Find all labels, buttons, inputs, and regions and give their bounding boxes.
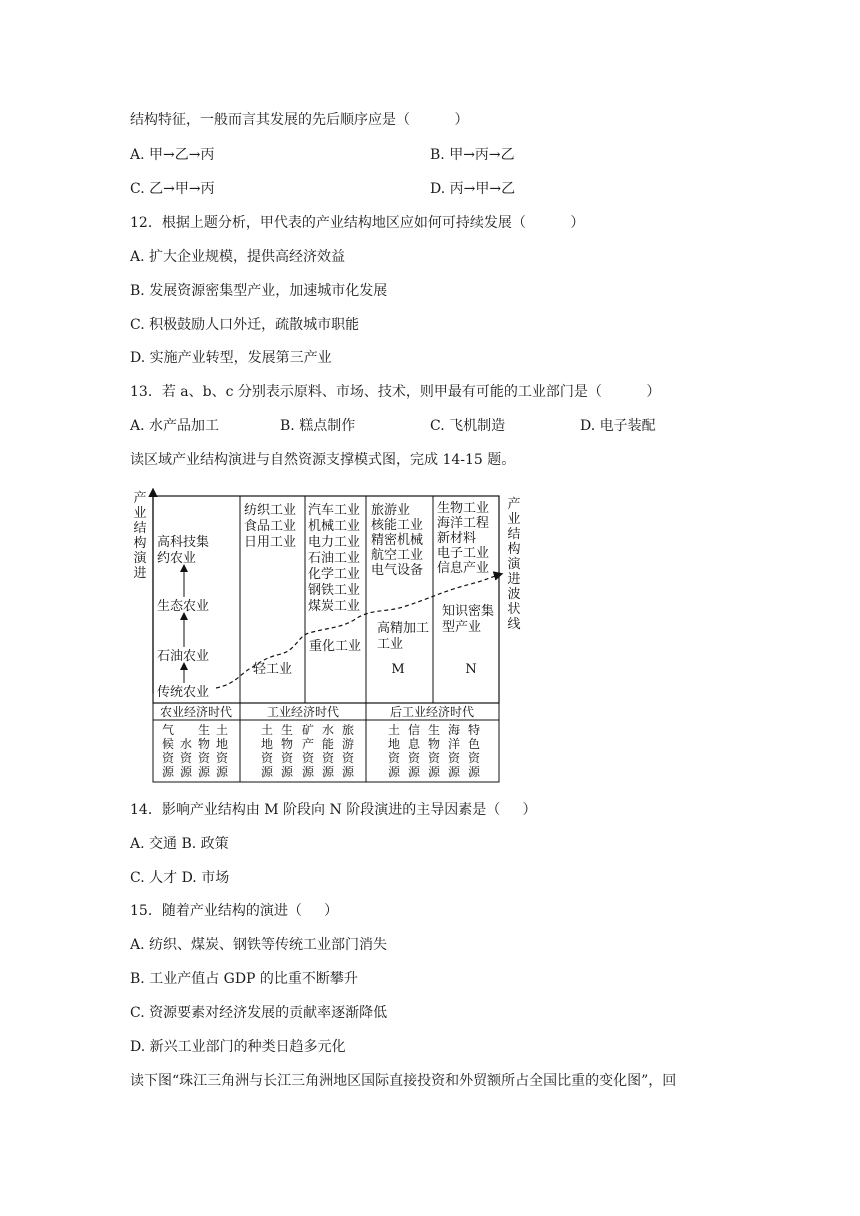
heavy-industry-item-2: 电力工业 — [308, 535, 361, 550]
q11-option-a: A. 甲→乙→丙 — [130, 147, 215, 163]
agri-stage-high-tech-2: 约农业 — [157, 551, 197, 566]
y-axis-label-char: 产业结构演进 — [133, 491, 147, 581]
m-stage-letter: M — [391, 662, 405, 677]
n-stage-letter: N — [465, 662, 477, 677]
agri-stage-high-tech-1: 高科技集 — [157, 535, 210, 550]
resource-2: 生物资源 — [197, 723, 211, 779]
q12-option-a: A. 扩大企业规模，提供高经济效益 — [130, 249, 346, 265]
resource-6: 矿产资源 — [301, 723, 315, 779]
heavy-industry-label: 重化工业 — [309, 639, 362, 654]
light-industry-item-1: 食品工业 — [244, 519, 297, 534]
resource-7: 水能资源 — [321, 723, 335, 779]
heavy-industry-item-6: 煤炭工业 — [308, 599, 361, 614]
q15-option-d: D. 新兴工业部门的种类日趋多元化 — [130, 1039, 346, 1055]
resource-3: 土地资源 — [215, 723, 229, 779]
q12-option-b: B. 发展资源密集型产业，加速城市化发展 — [130, 283, 388, 299]
q13-option-c: C. 飞机制造 — [430, 418, 506, 434]
agri-stage-traditional: 传统农业 — [157, 685, 210, 700]
m-industry-item-1: 核能工业 — [371, 518, 424, 533]
light-industry-list — [244, 503, 296, 550]
resource-10: 信息资源 — [407, 723, 421, 779]
resource-13: 特色资源 — [467, 723, 481, 779]
m-industry-item-0: 旅游业 — [371, 503, 411, 518]
era-industrial: 工业经济时代 — [266, 705, 340, 719]
n-industry-item-1: 海洋工程 — [437, 516, 490, 531]
n-label-line2: 型产业 — [442, 620, 482, 635]
m-label-line1: 高精加工 — [377, 621, 430, 636]
q11-option-d: D. 丙→甲→乙 — [430, 181, 516, 197]
q12-option-d: D. 实施产业转型，发展第三产业 — [130, 350, 332, 366]
m-industry-item-4: 电气设备 — [371, 563, 424, 578]
n-industry-item-0: 生物工业 — [437, 501, 490, 516]
q14-options-cd: C. 人才 D. 市场 — [130, 870, 230, 886]
m-industry-item-3: 航空工业 — [371, 548, 424, 563]
light-industry-item-0: 纺织工业 — [244, 503, 297, 518]
q15-stem: 15．随着产业结构的演进（ ） — [130, 903, 339, 919]
light-industry-item-2: 日用工业 — [244, 535, 297, 550]
m-industry-list — [371, 503, 423, 578]
industry-evolution-figure — [126, 488, 532, 788]
m-label-line2: 工业 — [377, 637, 404, 652]
q14-stem: 14．影响产业结构由 M 阶段向 N 阶段演进的主导因素是（ ） — [130, 802, 537, 818]
q12-option-c: C. 积极鼓励人口外迁，疏散城市职能 — [130, 317, 360, 333]
curve-label — [507, 496, 521, 632]
q13-option-a: A. 水产品加工 — [130, 418, 220, 434]
n-label-line1: 知识密集 — [442, 604, 495, 619]
intro-next-question: 读下图“珠江三角洲与长江三角洲地区国际直接投资和外贸额所占全国比重的变化图”，回 — [130, 1073, 677, 1089]
q13-option-b: B. 糕点制作 — [280, 418, 356, 434]
resource-1: 水资源 — [179, 737, 193, 779]
resource-5: 生物资源 — [280, 723, 294, 779]
era-post-industrial: 后工业经济时代 — [389, 705, 475, 719]
intro-14-15: 读区域产业结构演进与自然资源支撑模式图，完成 14-15 题。 — [130, 452, 516, 468]
heavy-industry-item-4: 化学工业 — [308, 567, 361, 582]
resource-0: 气候资源 — [161, 723, 175, 779]
q11-option-b: B. 甲→丙→乙 — [430, 147, 515, 163]
curve-label-text: 产业结构演进波状线 — [507, 497, 521, 632]
q12-stem: 12．根据上题分析，甲代表的产业结构地区应如何可持续发展（ ） — [130, 215, 585, 231]
q15-option-b: B. 工业产值占 GDP 的比重不断攀升 — [130, 971, 358, 987]
q14-options-ab: A. 交通 B. 政策 — [130, 836, 229, 852]
q15-option-a: A. 纺织、煤炭、钢铁等传统工业部门消失 — [130, 937, 388, 953]
q13-stem: 13．若 a、b、c 分别表示原料、市场、技术，则甲最有可能的工业部门是（ ） — [130, 384, 661, 400]
resource-12: 海洋资源 — [447, 723, 461, 779]
agri-stage-oil: 石油农业 — [157, 649, 210, 664]
n-industry-item-4: 信息产业 — [437, 561, 490, 576]
resource-4: 土地资源 — [260, 723, 274, 779]
q15-option-c: C. 资源要素对经济发展的贡献率逐渐降低 — [130, 1005, 388, 1021]
agri-stage-eco: 生态农业 — [157, 599, 210, 614]
n-industry-list — [437, 500, 489, 576]
n-industry-item-2: 新材料 — [437, 531, 477, 546]
light-industry-label: 轻工业 — [253, 662, 293, 677]
q13-option-d: D. 电子装配 — [580, 418, 656, 434]
resource-8: 旅游资源 — [341, 723, 355, 779]
q11-stem: 结构特征，一般而言其发展的先后顺序应是（ ） — [130, 112, 469, 128]
heavy-industry-item-3: 石油工业 — [308, 551, 361, 566]
heavy-industry-item-5: 钢铁工业 — [308, 583, 361, 598]
era-agricultural: 农业经济时代 — [159, 705, 233, 719]
heavy-industry-item-1: 机械工业 — [308, 519, 361, 534]
resource-11: 生物资源 — [427, 723, 441, 779]
resource-9: 土地资源 — [387, 723, 401, 779]
heavy-industry-list — [308, 503, 360, 614]
m-industry-item-2: 精密机械 — [371, 533, 424, 548]
heavy-industry-item-0: 汽车工业 — [308, 503, 361, 518]
resource-labels — [162, 722, 481, 779]
q11-option-c: C. 乙→甲→丙 — [130, 181, 215, 197]
n-industry-item-3: 电子工业 — [437, 546, 490, 561]
